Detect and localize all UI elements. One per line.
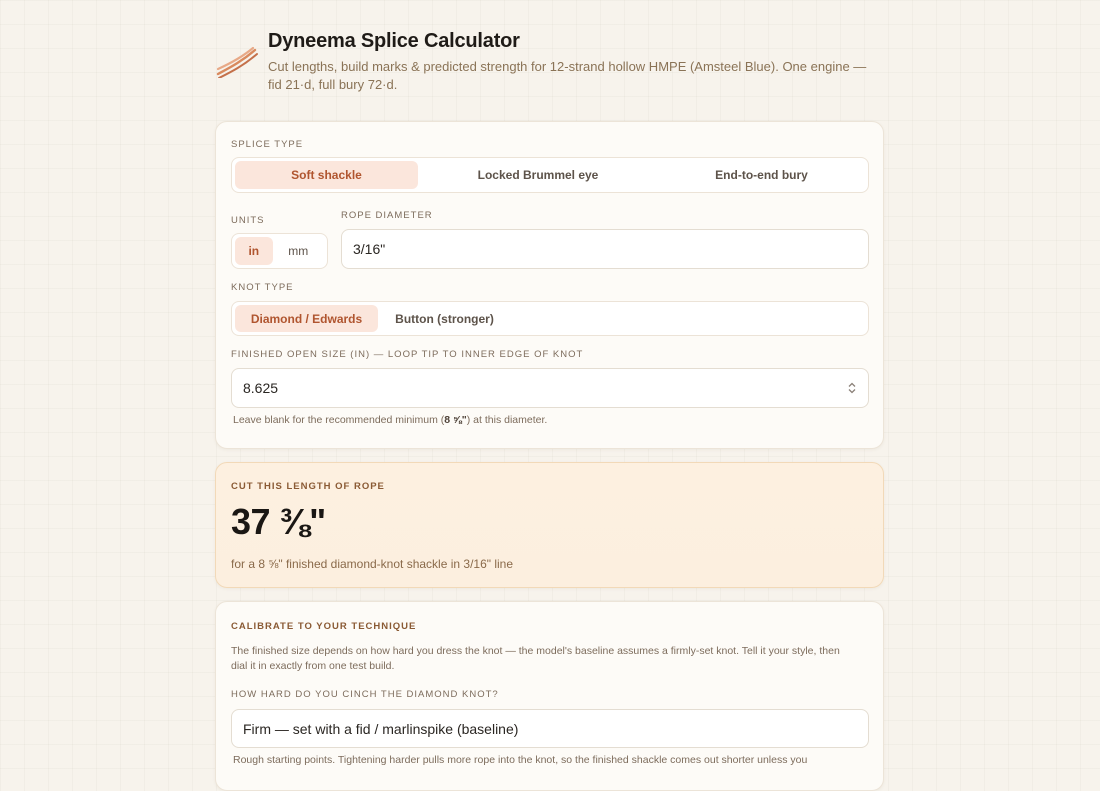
spinner-arrows-icon[interactable] bbox=[848, 382, 856, 394]
open-size-value: 8.625 bbox=[243, 380, 279, 396]
page-title: Dyneema Splice Calculator bbox=[268, 30, 520, 52]
page-subtitle: Cut lengths, build marks & predicted strength for 12-strand hollow HMPE (Amsteel Blue). One engine — fid 21·d, full bury 72·d. bbox=[268, 59, 867, 92]
cut-length-value: 37 ⅜" bbox=[231, 501, 326, 542]
calibrate-description: The finished size depends on how hard you dress the knot — the model's baseline assumes a firmly-set knot. Tell it your style, then dial it in exactly from one test build. bbox=[231, 645, 840, 672]
knot-type-button[interactable]: Button (stronger) bbox=[395, 311, 494, 326]
result-label: CUT THIS LENGTH OF ROPE bbox=[231, 481, 385, 492]
knot-type-label: KNOT TYPE bbox=[231, 282, 294, 293]
knot-type-selector bbox=[231, 301, 869, 336]
splice-type-end-to-end[interactable]: End-to-end bury bbox=[715, 168, 808, 182]
splice-type-label: SPLICE TYPE bbox=[231, 139, 304, 150]
open-size-label: FINISHED OPEN SIZE (IN) — LOOP TIP TO INNER EDGE OF KNOT bbox=[231, 349, 584, 360]
rope-diameter-select[interactable]: 3/16" bbox=[341, 229, 869, 269]
open-size-input[interactable] bbox=[231, 368, 869, 408]
splice-type-selector bbox=[231, 157, 869, 193]
cinch-label: HOW HARD DO YOU CINCH THE DIAMOND KNOT? bbox=[231, 689, 499, 700]
units-toggle bbox=[231, 233, 328, 269]
calibrate-label: CALIBRATE TO YOUR TECHNIQUE bbox=[231, 621, 417, 632]
units-label: UNITS bbox=[231, 215, 265, 226]
knot-type-diamond[interactable]: Diamond / Edwards bbox=[235, 305, 378, 332]
input-card bbox=[215, 121, 884, 449]
result-card bbox=[215, 462, 884, 588]
cinch-select[interactable]: Firm — set with a fid / marlinspike (baseline) bbox=[231, 709, 869, 748]
cinch-hint: Rough starting points. Tightening harder pulls more rope into the knot, so the finished shackle comes out shorter unless you bbox=[233, 754, 808, 766]
rope-diameter-label: ROPE DIAMETER bbox=[341, 210, 433, 221]
units-mm-button[interactable]: mm bbox=[288, 244, 309, 258]
open-size-hint: Leave blank for the recommended minimum (8 ⅝") at this diameter. bbox=[233, 414, 548, 426]
rope-logo-icon bbox=[215, 44, 259, 78]
units-in-button[interactable]: in bbox=[235, 237, 273, 265]
calibrate-card bbox=[215, 601, 884, 791]
result-description: for a 8 ⅝" finished diamond-knot shackle in 3/16" line bbox=[231, 557, 514, 571]
splice-type-brummel[interactable]: Locked Brummel eye bbox=[477, 168, 599, 182]
splice-type-soft-shackle[interactable]: Soft shackle bbox=[235, 161, 418, 189]
